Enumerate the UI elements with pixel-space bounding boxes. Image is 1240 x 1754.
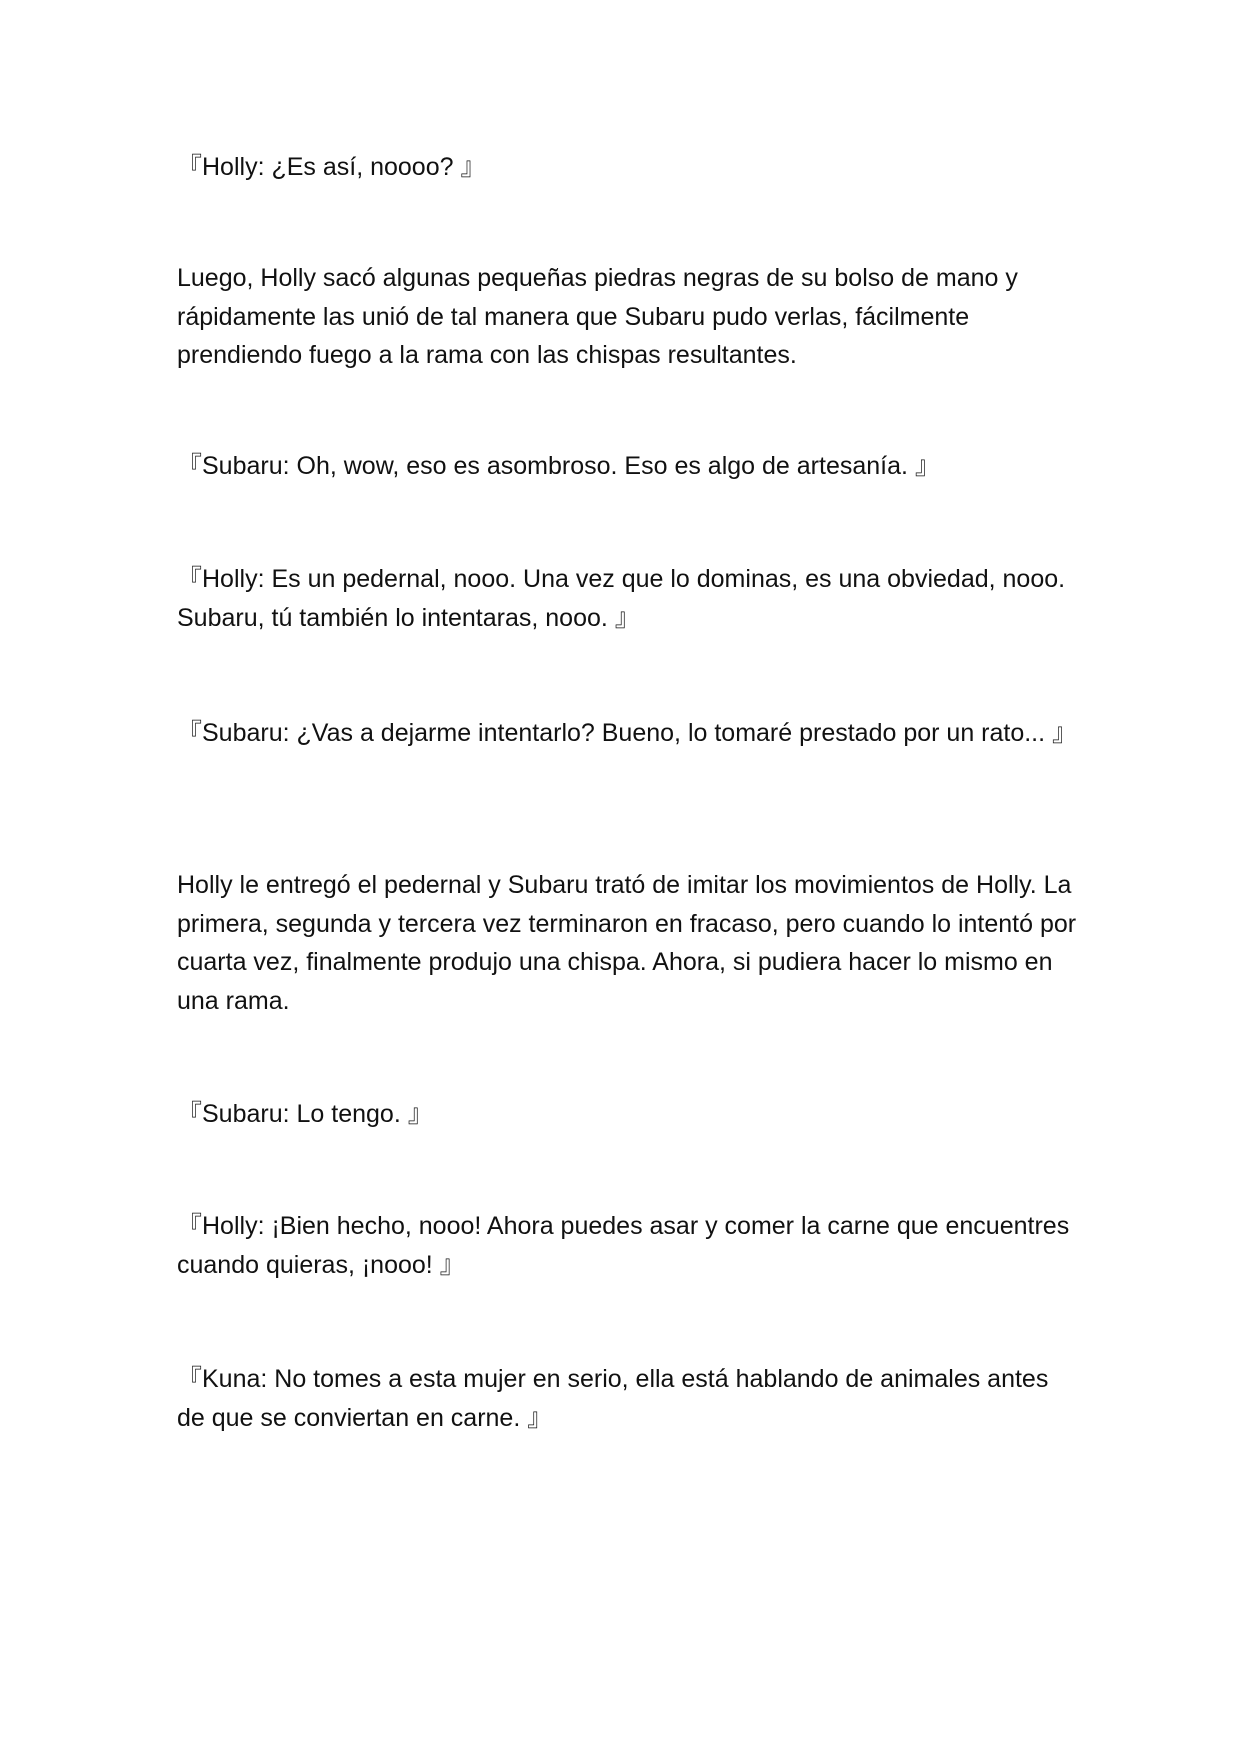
dialogue-line: 『Subaru: ¿Vas a dejarme intentarlo? Bueno, lo tomaré prestado por un rato... 』 — [177, 719, 1078, 747]
narration-paragraph: Luego, Holly sacó algunas pequeñas piedras negras de su bolso de mano y rápidamente las unió de tal manera que Subaru pudo verlas, fácilmente prendiendo fuego a la rama con las chispas resultantes. — [177, 264, 1018, 369]
dialogue-line: 『Subaru: Lo tengo. 』 — [177, 1100, 433, 1128]
dialogue-line: 『Holly: ¿Es así, noooo? 』 — [177, 153, 486, 181]
dialogue-line: 『Kuna: No tomes a esta mujer en serio, ella está hablando de animales antes de que se conviertan en carne. 』 — [177, 1365, 1049, 1432]
dialogue-line: 『Holly: Es un pedernal, nooo. Una vez que lo dominas, es una obviedad, nooo. Subaru, tú también lo intentaras, nooo. 』 — [177, 565, 1066, 632]
narration-paragraph: Holly le entregó el pedernal y Subaru trató de imitar los movimientos de Holly. La primera, segunda y tercera vez terminaron en fracaso, pero cuando lo intentó por cuarta vez, finalmente produjo una chispa. Ahora, si pudiera hacer lo mismo en una rama. — [177, 871, 1077, 1015]
dialogue-line: 『Holly: ¡Bien hecho, nooo! Ahora puedes asar y comer la carne que encuentres cuando quieras, ¡nooo! 』 — [177, 1212, 1070, 1279]
dialogue-line: 『Subaru: Oh, wow, eso es asombroso. Eso es algo de artesanía. 』 — [177, 452, 940, 480]
